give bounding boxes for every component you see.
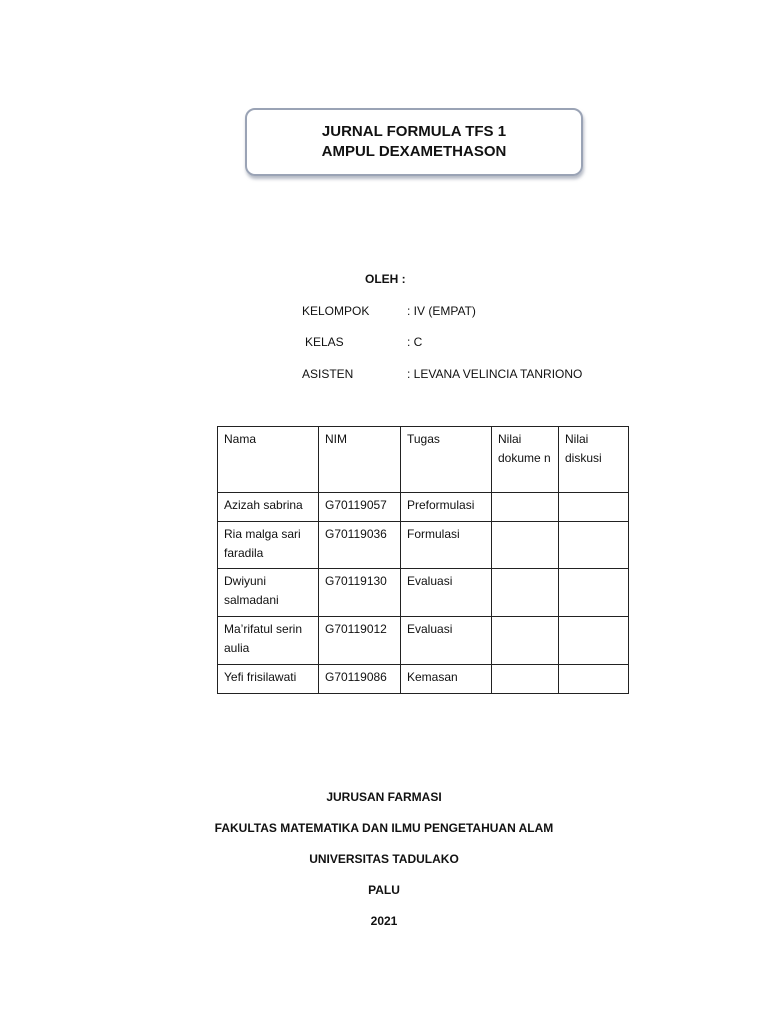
table-row <box>218 569 629 617</box>
cell-tugas: Kemasan <box>401 665 492 694</box>
asisten-value: : LEVANA VELINCIA TANRIONO <box>407 367 583 381</box>
header-nilai-dokumen: Nilai dokume n <box>492 427 559 493</box>
cell-nilai-dokumen <box>492 493 559 522</box>
cell-nilai-dokumen <box>492 665 559 694</box>
cell-nama: Yefi frisilawati <box>218 665 319 694</box>
cell-tugas: Formulasi <box>401 522 492 569</box>
header-nim: NIM <box>319 427 401 493</box>
faculty-name: FAKULTAS MATEMATIKA DAN ILMU PENGETAHUAN ALAM <box>214 821 554 835</box>
table-row <box>218 617 629 665</box>
cell-nama: Azizah sabrina <box>218 493 319 522</box>
kelas-value: : C <box>407 335 423 349</box>
cell-nim: G70119057 <box>319 493 401 522</box>
city-name: PALU <box>368 883 400 897</box>
cell-nama: Dwiyuni salmadani <box>218 569 319 617</box>
header-tugas: Tugas <box>401 427 492 493</box>
cell-nilai-dokumen <box>492 569 559 617</box>
kelompok-value: : IV (EMPAT) <box>407 304 476 318</box>
cell-nilai-diskusi <box>559 569 629 617</box>
cell-tugas: Evaluasi <box>401 617 492 665</box>
title-line-2: AMPUL DEXAMETHASON <box>321 143 507 160</box>
cell-nilai-dokumen <box>492 522 559 569</box>
cell-tugas: Preformulasi <box>401 493 492 522</box>
header-nama: Nama <box>218 427 319 493</box>
cell-nim: G70119130 <box>319 569 401 617</box>
asisten-label: ASISTEN <box>302 367 354 381</box>
kelompok-label: KELOMPOK <box>302 304 370 318</box>
table-header-row <box>218 427 629 493</box>
title-box <box>245 108 583 176</box>
cell-nama: Ria malga sari faradila <box>218 522 319 569</box>
cell-nim: G70119086 <box>319 665 401 694</box>
oleh-label: OLEH : <box>365 272 406 286</box>
table-row <box>218 522 629 569</box>
cell-nama: Ma’rifatul serin aulia <box>218 617 319 665</box>
cell-nim: G70119012 <box>319 617 401 665</box>
cell-nim: G70119036 <box>319 522 401 569</box>
university-name: UNIVERSITAS TADULAKO <box>309 852 459 866</box>
department-name: JURUSAN FARMASI <box>326 790 442 804</box>
members-table <box>217 426 629 694</box>
header-nilai-diskusi: Nilai diskusi <box>559 427 629 493</box>
year: 2021 <box>370 914 398 928</box>
cell-nilai-dokumen <box>492 617 559 665</box>
cell-nilai-diskusi <box>559 665 629 694</box>
cell-nilai-diskusi <box>559 617 629 665</box>
cell-nilai-diskusi <box>559 522 629 569</box>
table-row <box>218 493 629 522</box>
kelas-label: KELAS <box>305 335 344 349</box>
table-row <box>218 665 629 694</box>
cell-tugas: Evaluasi <box>401 569 492 617</box>
title-line-1: JURNAL FORMULA TFS 1 <box>321 123 507 140</box>
cell-nilai-diskusi <box>559 493 629 522</box>
